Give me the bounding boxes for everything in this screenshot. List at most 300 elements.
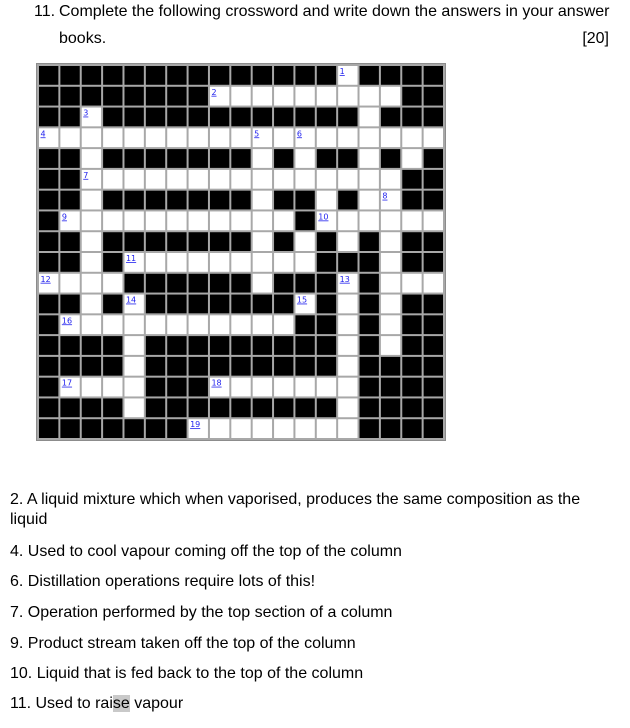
clue-number-label: 1 [339, 67, 345, 76]
crossword-cell-open[interactable] [82, 315, 101, 334]
crossword-cell-blocked [360, 253, 379, 272]
question-marks: [20] [582, 30, 609, 47]
crossword-cell-open[interactable] [274, 87, 293, 106]
crossword-cell-blocked [39, 191, 58, 210]
crossword-cell-blocked [103, 108, 122, 127]
crossword-cell-blocked [317, 357, 336, 376]
crossword-cell-blocked [253, 295, 272, 314]
crossword-cell-open[interactable] [82, 295, 101, 314]
crossword-cell-open[interactable] [274, 170, 293, 189]
crossword-cell-blocked [103, 419, 122, 438]
clue-number-label: 4 [40, 129, 46, 139]
crossword-cell-blocked [231, 336, 250, 355]
crossword-cell-blocked [189, 87, 208, 106]
crossword-cell-blocked [146, 66, 165, 85]
crossword-cell-open[interactable] [253, 315, 272, 334]
question-text-continued: books. [59, 30, 107, 47]
crossword-cell-open[interactable] [317, 378, 336, 397]
crossword-cell-open[interactable] [424, 274, 443, 293]
crossword-cell-open[interactable] [82, 191, 101, 210]
clue-text: 2. A liquid mixture which when vaporised, produces the same composition as the [10, 491, 581, 508]
crossword-cell-blocked [424, 87, 443, 106]
crossword-cell-blocked [210, 191, 229, 210]
crossword-cell-blocked [124, 87, 143, 106]
crossword-cell-open[interactable] [210, 211, 229, 230]
crossword-cell-open[interactable] [231, 419, 250, 438]
crossword-cell-blocked [424, 419, 443, 438]
crossword-cell-open[interactable] [381, 170, 400, 189]
crossword-cell-blocked [189, 191, 208, 210]
crossword-cell-blocked [189, 149, 208, 168]
crossword-cell-blocked [231, 232, 250, 251]
crossword-cell-blocked [146, 336, 165, 355]
clue-number-label: 5 [254, 129, 260, 139]
crossword-cell-open[interactable] [338, 87, 357, 106]
crossword-cell-blocked [39, 253, 58, 272]
crossword-cell-open[interactable] [253, 211, 272, 230]
crossword-cell-open[interactable] [295, 253, 314, 272]
crossword-cell-blocked [103, 87, 122, 106]
crossword-cell-blocked [167, 357, 186, 376]
crossword-cell-open[interactable] [338, 419, 357, 438]
crossword-cell-open[interactable] [253, 419, 272, 438]
crossword-cell-blocked [146, 357, 165, 376]
crossword-cell-blocked [317, 274, 336, 293]
crossword-cell-open[interactable] [231, 253, 250, 272]
crossword-cell-blocked [39, 108, 58, 127]
crossword-cell-open[interactable] [210, 315, 229, 334]
clue-text: 7. Operation performed by the top section of a column [10, 604, 393, 621]
crossword-cell-blocked [60, 398, 79, 417]
crossword-cell-blocked [60, 149, 79, 168]
crossword-cell-open[interactable] [231, 170, 250, 189]
crossword-cell-blocked [381, 66, 400, 85]
crossword-cell-blocked [360, 232, 379, 251]
crossword-cell-blocked [60, 253, 79, 272]
crossword-cell-blocked [360, 378, 379, 397]
clue-item [10, 572, 315, 592]
crossword-cell-blocked [39, 378, 58, 397]
crossword-cell-blocked [146, 378, 165, 397]
crossword-cell-blocked [274, 232, 293, 251]
clue-text-continued: liquid [10, 511, 48, 528]
crossword-cell-open[interactable] [253, 232, 272, 251]
crossword-cell-blocked [424, 378, 443, 397]
crossword-cell-open[interactable] [338, 315, 357, 334]
crossword-cell-open[interactable] [103, 274, 122, 293]
crossword-cell-blocked [103, 295, 122, 314]
crossword-cell-blocked [231, 191, 250, 210]
crossword-cell-blocked [82, 66, 101, 85]
crossword-cell-blocked [402, 398, 421, 417]
clue-number-label: 16 [61, 316, 73, 326]
crossword-cell-open[interactable] [82, 149, 101, 168]
crossword-cell-blocked [39, 419, 58, 438]
crossword-cell-open[interactable] [210, 419, 229, 438]
crossword-cell-open[interactable] [295, 149, 314, 168]
crossword-cell-open[interactable] [295, 232, 314, 251]
crossword-cell-open[interactable] [360, 108, 379, 127]
crossword-cell-open[interactable] [231, 378, 250, 397]
crossword-cell-open[interactable] [253, 149, 272, 168]
crossword-cell-open[interactable] [381, 336, 400, 355]
crossword-cell-open[interactable] [381, 253, 400, 272]
crossword-cell-blocked [360, 357, 379, 376]
crossword-cell-blocked [381, 378, 400, 397]
crossword-cell-open[interactable] [231, 211, 250, 230]
crossword-cell-open[interactable] [124, 398, 143, 417]
crossword-cell-open[interactable] [338, 232, 357, 251]
crossword-cell-blocked [231, 398, 250, 417]
crossword-cell-blocked [82, 336, 101, 355]
crossword-cell-blocked [317, 295, 336, 314]
crossword-cell-open[interactable] [60, 128, 79, 147]
crossword-cell-blocked [82, 357, 101, 376]
crossword-cell-blocked [317, 66, 336, 85]
clue-number-label: 13 [339, 274, 350, 284]
crossword-cell-blocked [381, 357, 400, 376]
crossword-cell-blocked [103, 232, 122, 251]
crossword-cell-blocked [124, 419, 143, 438]
clue-number-label: 9 [61, 212, 67, 222]
crossword-cell-blocked [424, 232, 443, 251]
crossword-cell-open[interactable] [146, 253, 165, 272]
crossword-cell-blocked [210, 232, 229, 251]
crossword-cell-blocked [402, 336, 421, 355]
crossword-cell-open[interactable] [210, 170, 229, 189]
crossword-cell-blocked [167, 295, 186, 314]
crossword-cell-blocked [424, 315, 443, 334]
crossword-cell-open[interactable] [295, 87, 314, 106]
crossword-cell-blocked [360, 398, 379, 417]
crossword-cell-open[interactable] [82, 253, 101, 272]
clue-text: 4. Used to cool vapour coming off the top of the column [10, 543, 402, 560]
crossword-cell-open[interactable] [381, 128, 400, 147]
crossword-cell-blocked [274, 191, 293, 210]
crossword-cell-open[interactable] [338, 398, 357, 417]
crossword-cell-open[interactable] [317, 170, 336, 189]
crossword-cell-blocked [39, 149, 58, 168]
clue-text-end: vapour [129, 695, 184, 712]
crossword-cell-open[interactable] [360, 211, 379, 230]
crossword-cell-blocked [402, 170, 421, 189]
crossword-cell-blocked [295, 398, 314, 417]
crossword-cell-blocked [317, 315, 336, 334]
crossword-cell-open[interactable] [317, 419, 336, 438]
crossword-cell-blocked [82, 87, 101, 106]
crossword-cell-blocked [317, 232, 336, 251]
crossword-cell-open[interactable] [274, 211, 293, 230]
crossword-cell-blocked [317, 253, 336, 272]
crossword-cell-open[interactable] [360, 128, 379, 147]
crossword-cell-blocked [295, 274, 314, 293]
crossword-cell-open[interactable] [82, 211, 101, 230]
crossword-cell-blocked [381, 108, 400, 127]
crossword-cell-blocked [253, 66, 272, 85]
crossword-cell-blocked [60, 232, 79, 251]
crossword-cell-open[interactable] [124, 315, 143, 334]
crossword-cell-open[interactable] [146, 170, 165, 189]
crossword-cell-blocked [39, 66, 58, 85]
crossword-cell-open[interactable] [253, 253, 272, 272]
crossword-cell-blocked [167, 378, 186, 397]
crossword-cell-open[interactable] [167, 253, 186, 272]
crossword-cell-blocked [124, 191, 143, 210]
crossword-cell-blocked [231, 274, 250, 293]
crossword-cell-open[interactable] [381, 232, 400, 251]
clue-item [10, 634, 356, 654]
crossword-cell-blocked [167, 419, 186, 438]
crossword-cell-blocked [103, 336, 122, 355]
crossword-cell-blocked [295, 191, 314, 210]
crossword-cell-open[interactable] [189, 315, 208, 334]
crossword-cell-blocked [103, 398, 122, 417]
crossword-cell-open[interactable] [360, 87, 379, 106]
crossword-cell-open[interactable] [124, 211, 143, 230]
crossword-cell-blocked [210, 357, 229, 376]
crossword-cell-blocked [381, 398, 400, 417]
crossword-cell-open[interactable] [253, 274, 272, 293]
crossword-cell-open[interactable] [274, 419, 293, 438]
clue-number-label: 17 [61, 378, 73, 388]
crossword-cell-blocked [167, 66, 186, 85]
crossword-cell-open[interactable] [124, 336, 143, 355]
crossword-cell-blocked [424, 149, 443, 168]
crossword-cell-open[interactable] [124, 357, 143, 376]
crossword-cell-blocked [210, 336, 229, 355]
crossword-cell-open[interactable] [146, 315, 165, 334]
crossword-cell-open[interactable] [381, 87, 400, 106]
crossword-cell-open[interactable] [124, 378, 143, 397]
crossword-cell-blocked [210, 398, 229, 417]
crossword-cell-open[interactable] [167, 128, 186, 147]
crossword-cell-blocked [167, 108, 186, 127]
crossword-cell-open[interactable] [231, 315, 250, 334]
crossword-cell-blocked [253, 108, 272, 127]
crossword-cell-open[interactable] [381, 315, 400, 334]
crossword-cell-blocked [60, 191, 79, 210]
crossword-cell-blocked [103, 66, 122, 85]
clue-number-label: 14 [125, 295, 137, 305]
crossword-cell-open[interactable] [253, 170, 272, 189]
crossword-cell-open[interactable] [338, 378, 357, 397]
crossword-cell-blocked [167, 274, 186, 293]
crossword-cell-open[interactable] [231, 87, 250, 106]
crossword-cell-open[interactable] [82, 232, 101, 251]
crossword-cell-blocked [60, 170, 79, 189]
crossword-cell-blocked [124, 232, 143, 251]
crossword-cell-blocked [424, 108, 443, 127]
crossword-cell-open[interactable] [402, 274, 421, 293]
crossword-cell-blocked [39, 398, 58, 417]
crossword-cell-open[interactable] [338, 295, 357, 314]
crossword-cell-blocked [103, 357, 122, 376]
crossword-cell-open[interactable] [189, 128, 208, 147]
crossword-cell-open[interactable] [360, 170, 379, 189]
crossword-cell-blocked [189, 232, 208, 251]
crossword-cell-open[interactable] [253, 191, 272, 210]
crossword-cell-open[interactable] [338, 211, 357, 230]
crossword-cell-blocked [167, 149, 186, 168]
crossword-cell-blocked [167, 232, 186, 251]
clue-text: 10. Liquid that is fed back to the top of the column [10, 665, 364, 682]
crossword-cell-open[interactable] [103, 315, 122, 334]
crossword-cell-open[interactable] [317, 128, 336, 147]
crossword-cell-open[interactable] [103, 378, 122, 397]
crossword-cell-blocked [60, 108, 79, 127]
crossword-grid-canvas [37, 64, 445, 440]
crossword-cell-blocked [124, 66, 143, 85]
crossword-cell-open[interactable] [189, 211, 208, 230]
crossword-cell-open[interactable] [167, 315, 186, 334]
crossword-cell-blocked [39, 211, 58, 230]
crossword-cell-blocked [146, 191, 165, 210]
crossword-cell-open[interactable] [146, 128, 165, 147]
crossword-cell-open[interactable] [60, 274, 79, 293]
crossword-cell-open[interactable] [338, 357, 357, 376]
crossword-cell-blocked [146, 295, 165, 314]
clue-number-label: 2 [211, 87, 217, 97]
clue-text: 6. Distillation operations require lots of this! [10, 573, 316, 590]
crossword-cell-blocked [210, 295, 229, 314]
crossword-cell-open[interactable] [82, 378, 101, 397]
crossword-cell-open[interactable] [167, 170, 186, 189]
crossword-cell-blocked [189, 108, 208, 127]
crossword-cell-blocked [424, 295, 443, 314]
crossword-cell-blocked [146, 232, 165, 251]
crossword-cell-blocked [402, 378, 421, 397]
crossword-cell-blocked [295, 211, 314, 230]
clue-item [10, 603, 392, 623]
crossword-cell-open[interactable] [124, 128, 143, 147]
crossword-cell-open[interactable] [189, 170, 208, 189]
crossword-cell-open[interactable] [381, 295, 400, 314]
crossword-cell-blocked [338, 108, 357, 127]
crossword-cell-blocked [360, 66, 379, 85]
crossword-cell-open[interactable] [317, 87, 336, 106]
crossword-cell-open[interactable] [338, 336, 357, 355]
crossword-cell-blocked [424, 357, 443, 376]
crossword-cell-blocked [274, 336, 293, 355]
crossword-cell-open[interactable] [82, 128, 101, 147]
crossword-cell-blocked [39, 315, 58, 334]
text-selection-highlight: se [112, 695, 130, 712]
clue-number-label: 11 [125, 254, 137, 263]
crossword-cell-open[interactable] [253, 87, 272, 106]
crossword-cell-open[interactable] [210, 253, 229, 272]
crossword-cell-blocked [189, 66, 208, 85]
crossword-cell-blocked [146, 398, 165, 417]
crossword-cell-open[interactable] [295, 378, 314, 397]
crossword-cell-blocked [39, 295, 58, 314]
crossword-cell-open[interactable] [274, 315, 293, 334]
crossword-cell-blocked [231, 149, 250, 168]
crossword-cell-open[interactable] [253, 378, 272, 397]
crossword-cell-blocked [167, 336, 186, 355]
crossword-cell-blocked [317, 398, 336, 417]
crossword-cell-open[interactable] [360, 149, 379, 168]
crossword-cell-open[interactable] [274, 378, 293, 397]
crossword-cell-blocked [189, 357, 208, 376]
crossword-cell-open[interactable] [424, 211, 443, 230]
clue-item [10, 542, 402, 562]
clue-number-label: 8 [382, 191, 388, 201]
crossword-cell-open[interactable] [402, 149, 421, 168]
crossword-cell-blocked [146, 108, 165, 127]
crossword-cell-blocked [253, 398, 272, 417]
crossword-cell-open[interactable] [295, 419, 314, 438]
crossword-cell-blocked [424, 191, 443, 210]
crossword-cell-open[interactable] [338, 128, 357, 147]
crossword-cell-blocked [189, 336, 208, 355]
crossword-cell-blocked [146, 87, 165, 106]
crossword-cell-open[interactable] [210, 128, 229, 147]
crossword-cell-blocked [60, 295, 79, 314]
crossword-cell-blocked [167, 87, 186, 106]
crossword-cell-blocked [274, 274, 293, 293]
crossword-cell-open[interactable] [124, 170, 143, 189]
crossword-cell-open[interactable] [103, 211, 122, 230]
crossword-cell-blocked [402, 253, 421, 272]
crossword-cell-open[interactable] [167, 211, 186, 230]
crossword-cell-open[interactable] [274, 128, 293, 147]
crossword-cell-blocked [253, 336, 272, 355]
crossword-cell-open[interactable] [402, 211, 421, 230]
crossword-cell-blocked [317, 149, 336, 168]
crossword-cell-blocked [424, 398, 443, 417]
crossword-cell-open[interactable] [338, 170, 357, 189]
crossword-cell-open[interactable] [103, 128, 122, 147]
crossword-cell-blocked [189, 295, 208, 314]
crossword-cell-blocked [189, 274, 208, 293]
crossword-cell-blocked [231, 66, 250, 85]
crossword-cell-blocked [210, 149, 229, 168]
crossword-cell-blocked [60, 66, 79, 85]
crossword-cell-open[interactable] [402, 128, 421, 147]
crossword-cell-blocked [39, 336, 58, 355]
crossword-cell-blocked [338, 149, 357, 168]
crossword-cell-open[interactable] [317, 191, 336, 210]
crossword-cell-open[interactable] [360, 191, 379, 210]
crossword-cell-blocked [402, 357, 421, 376]
crossword-cell-open[interactable] [189, 253, 208, 272]
crossword-cell-blocked [402, 191, 421, 210]
crossword-cell-blocked [295, 66, 314, 85]
crossword-cell-open[interactable] [103, 170, 122, 189]
crossword-cell-blocked [124, 274, 143, 293]
crossword-cell-open[interactable] [82, 274, 101, 293]
crossword-cell-open[interactable] [295, 170, 314, 189]
crossword-cell-blocked [210, 66, 229, 85]
crossword-cell-open[interactable] [231, 128, 250, 147]
crossword-cell-blocked [360, 315, 379, 334]
crossword-cell-open[interactable] [381, 211, 400, 230]
crossword-cell-blocked [424, 170, 443, 189]
crossword-cell-blocked [103, 253, 122, 272]
crossword-cell-blocked [381, 419, 400, 438]
crossword-cell-blocked [274, 357, 293, 376]
crossword-cell-blocked [60, 357, 79, 376]
crossword-cell-open[interactable] [146, 211, 165, 230]
crossword-cell-blocked [146, 419, 165, 438]
clue-item [10, 490, 580, 530]
crossword-cell-open[interactable] [381, 274, 400, 293]
clue-number-label: 15 [296, 295, 308, 305]
crossword-cell-blocked [124, 149, 143, 168]
crossword-cell-open[interactable] [274, 253, 293, 272]
clue-text: 9. Product stream taken off the top of the column [10, 635, 356, 652]
crossword-cell-open[interactable] [424, 128, 443, 147]
